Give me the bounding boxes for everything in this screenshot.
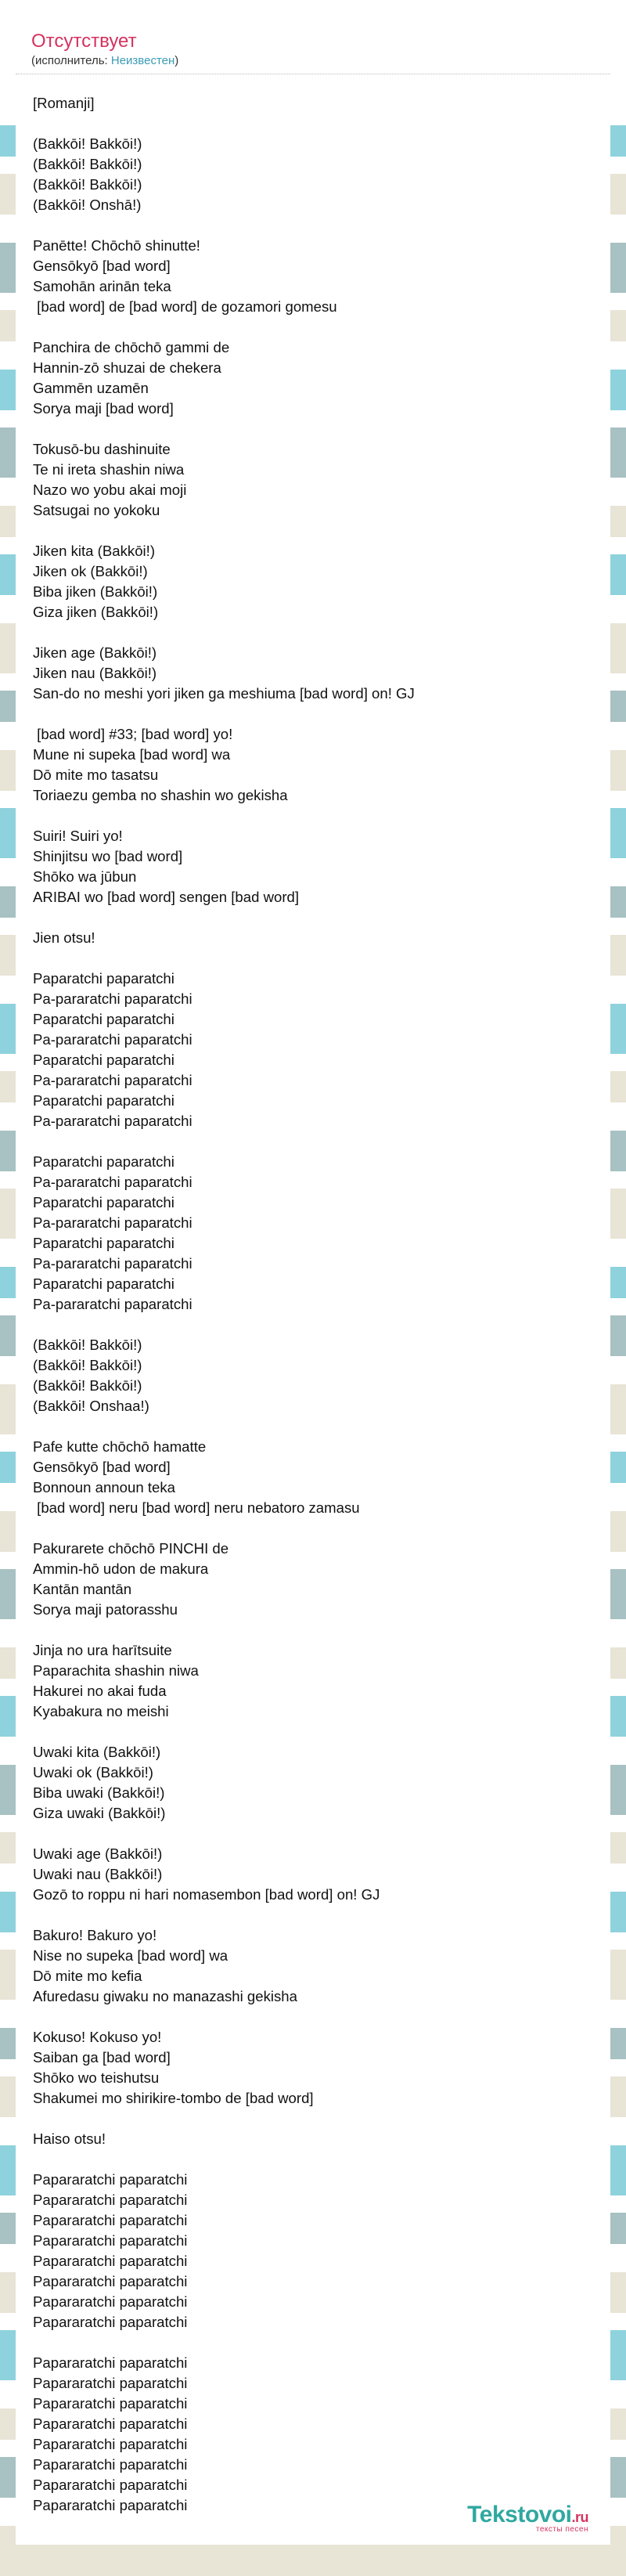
artist-line xyxy=(31,53,595,69)
song-header xyxy=(16,16,610,74)
artist-prefix: (исполнитель: xyxy=(31,54,111,67)
artist-suffix: ) xyxy=(174,54,179,67)
logo-name: Tekstovoi xyxy=(467,2502,572,2527)
site-logo[interactable] xyxy=(467,2502,588,2534)
lyrics-card xyxy=(16,16,610,2545)
logo-tagline: тексты песен xyxy=(535,2525,588,2534)
page-title: Отсутствует xyxy=(31,31,137,52)
artist-link[interactable]: Неизвестен xyxy=(110,54,175,67)
lyrics-text: [Romanji] (Bakkōi! Bakkōi!) (Bakkōi! Bakkōi!) (Bakkōi! Bakkōi!) (Bakkōi! Onshā!) Panētte! Chōchō shinutte! Gensōkyō [bad word] Samohān arinān teka [bad word] de [bad word] de gozamori gomesu Panchira de chōchō gammi de Hannin-zō shuzai de chekera Gammēn uzamēn Sorya maji [bad word] Tokusō-bu dashinuite Te ni ireta shashin niwa Nazo wo yobu akai moji Satsugai no yokoku Jiken kita (Bakkōi!) Jiken ok (Bakkōi!) Biba jiken (Bakkōi!) Giza jiken (Bakkōi!) Jiken age (Bakkōi!) Jiken nau (Bakkōi!) San-do no meshi yori jiken ga meshiuma [bad word] on! GJ [bad word] #33; [bad word] yo! Mune ni supeka [bad word] wa Dō mite mo tasatsu Toriaezu gemba no shashin wo gekisha Suiri! Suiri yo! Shinjitsu wo [bad word] Shōko wa jūbun ARIBAI wo [bad word] sengen [bad word] Jien otsu! Paparatchi paparatchi Pa-pararatchi paparatchi Paparatchi paparatchi Pa-pararatchi paparatchi Paparatchi paparatchi Pa-pararatchi paparatchi Paparatchi paparatchi Pa-pararatchi paparatchi Paparatchi paparatchi Pa-pararatchi paparatchi Paparatchi paparatchi Pa-pararatchi paparatchi Paparatchi paparatchi Pa-pararatchi paparatchi Paparatchi paparatchi Pa-pararatchi paparatchi (Bakkōi! Bakkōi!) (Bakkōi! Bakkōi!) (Bakkōi! Bakkōi!) (Bakkōi! Onshaa!) Pafe kutte chōchō hamatte Gensōkyō [bad word] Bonnoun announ teka [bad word] neru [bad word] neru nebatoro zamasu Pakurarete chōchō PINCHI de Ammin-hō udon de makura Kantān mantān Sorya maji patorasshu Jinja no ura harītsuite Paparachita shashin niwa Hakurei no akai fuda Kyabakura no meishi Uwaki kita (Bakkōi!) Uwaki ok (Bakkōi!) Biba uwaki (Bakkōi!) Giza uwaki (Bakkōi!) Uwaki age (Bakkōi!) Uwaki nau (Bakkōi!) Gozō to roppu ni hari nomasembon [bad word] on! GJ Bakuro! Bakuro yo! Nise no supeka [bad word] wa Dō mite mo kefia Afuredasu giwaku no manazashi gekisha Kokuso! Kokuso yo! Saiban ga [bad word] Shōko wo teishutsu Shakumei mo shirikire-tombo de [bad word] Haiso otsu! Papararatchi paparatchi Papararatchi paparatchi Papararatchi paparatchi Papararatchi paparatchi Papararatchi paparatchi Papararatchi paparatchi Papararatchi paparatchi Papararatchi paparatchi Papararatchi paparatchi Papararatchi paparatchi Papararatchi paparatchi Papararatchi paparatchi Papararatchi paparatchi Papararatchi paparatchi Papararatchi paparatchi Papararatchi paparatchi xyxy=(33,95,415,2513)
logo-wordmark xyxy=(467,2502,588,2528)
logo-tld: .ru xyxy=(571,2509,588,2525)
